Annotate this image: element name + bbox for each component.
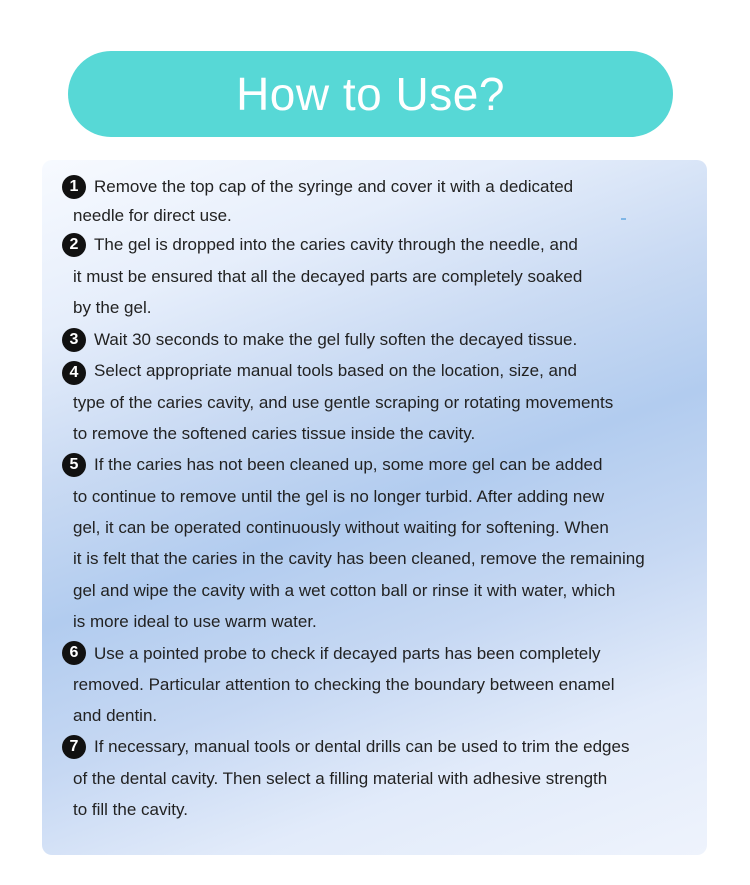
step-text-line: gel, it can be operated continuously without waiting for softening. When: [73, 518, 609, 537]
step-text-line: to fill the cavity.: [73, 800, 188, 819]
step-text-line: removed. Particular attention to checking the boundary between enamel: [73, 675, 615, 694]
step-number-badge: 6: [62, 641, 86, 665]
step-number-badge: 1: [62, 175, 86, 199]
step-text-line: it must be ensured that all the decayed parts are completely soaked: [73, 267, 583, 286]
page-title: How to Use?: [236, 68, 505, 120]
decorative-speck: [621, 218, 626, 220]
step-text-line: Select appropriate manual tools based on the location, size, and: [94, 361, 577, 380]
step-text-line: If necessary, manual tools or dental drills can be used to trim the edges: [94, 737, 630, 756]
step-text-line: Use a pointed probe to check if decayed parts has been completely: [94, 644, 601, 663]
step-text-line: Wait 30 seconds to make the gel fully soften the decayed tissue.: [94, 330, 578, 349]
step-text-line: by the gel.: [73, 298, 152, 317]
step-text-line: If the caries has not been cleaned up, some more gel can be added: [94, 455, 603, 474]
step-number-badge: 2: [62, 233, 86, 257]
step-number-badge: 5: [62, 453, 86, 477]
step-text-line: Remove the top cap of the syringe and cover it with a dedicated: [94, 177, 574, 196]
step-text-line: it is felt that the caries in the cavity has been cleaned, remove the remaining: [73, 549, 645, 568]
step-text-line: type of the caries cavity, and use gentle scraping or rotating movements: [73, 393, 614, 412]
step-text-line: is more ideal to use warm water.: [73, 612, 317, 631]
step-text-line: to continue to remove until the gel is no longer turbid. After adding new: [73, 487, 605, 506]
step-number-badge: 4: [62, 361, 86, 385]
step-text-line: The gel is dropped into the caries cavity through the needle, and: [94, 235, 578, 254]
step-text-line: gel and wipe the cavity with a wet cotton ball or rinse it with water, which: [73, 581, 616, 600]
step-number-badge: 3: [62, 328, 86, 352]
step-number-badge: 7: [62, 735, 86, 759]
step-text-line: and dentin.: [73, 706, 158, 725]
step-text-line: to remove the softened caries tissue inside the cavity.: [73, 424, 476, 443]
step-text-line: needle for direct use.: [73, 206, 232, 225]
step-text-line: of the dental cavity. Then select a filling material with adhesive strength: [73, 769, 608, 788]
title-banner: [68, 51, 673, 137]
